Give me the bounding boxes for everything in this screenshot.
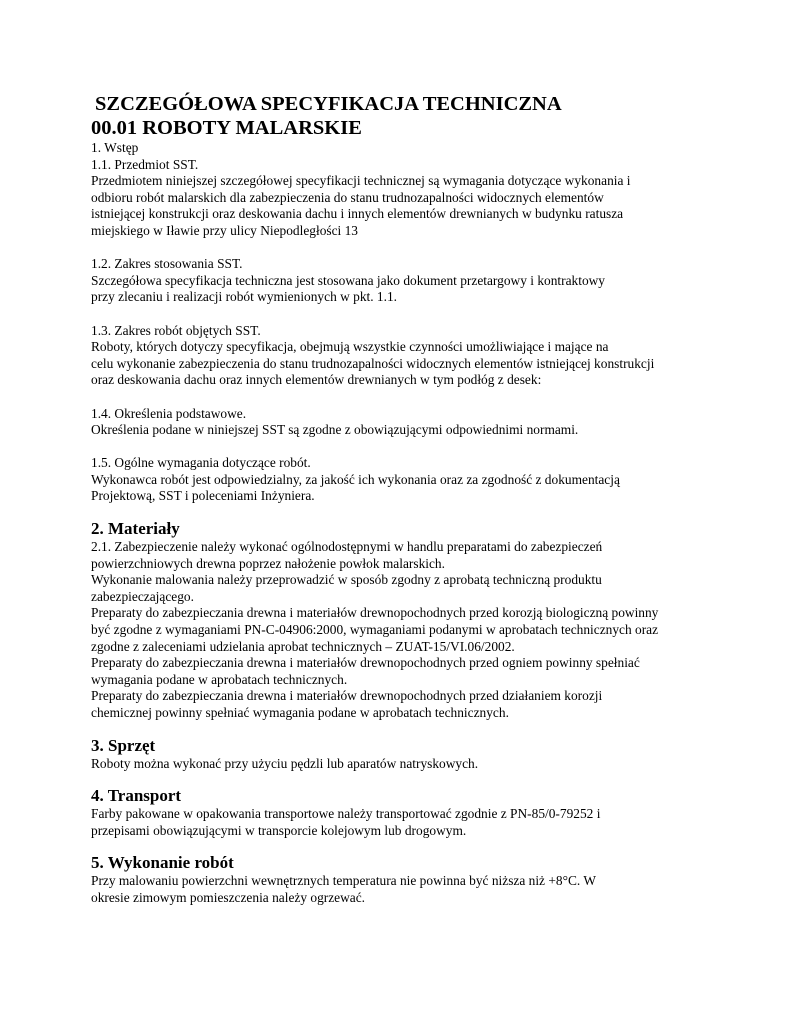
- text-line: przy zlecaniu i realizacji robót wymienionych w pkt. 1.1.: [91, 289, 398, 305]
- text-line: istniejącej konstrukcji oraz deskowania dachu i innych elementów drewnianych w budynku ratusza: [91, 206, 624, 222]
- text-line: przepisami obowiązującymi w transporcie kolejowym lub drogowym.: [91, 822, 467, 838]
- subsection-1-3-body: [91, 339, 711, 389]
- text-line: Projektową, SST i poleceniami Inżyniera.: [91, 488, 315, 504]
- text-line: Roboty, których dotyczy specyfikacja, obejmują wszystkie czynności umożliwiające i mające na: [91, 339, 609, 355]
- section-4-heading: 4. Transport: [91, 786, 182, 806]
- subsection-1-5-body: [91, 472, 711, 505]
- text-line: Wykonanie malowania należy przeprowadzić w sposób zgodny z aprobatą techniczną produktu: [91, 572, 602, 588]
- text-line: Preparaty do zabezpieczania drewna i materiałów drewnopochodnych przed korozją biologiczną powinny: [91, 605, 659, 621]
- subsection-1-4-heading: 1.4. Określenia podstawowe.: [91, 405, 247, 421]
- section-3-body: [91, 756, 711, 773]
- subsection-1-1-body: [91, 173, 711, 239]
- text-line: odbioru robót malarskich dla zabezpieczenia do stanu trudnozapalności widocznych elementów: [91, 189, 604, 205]
- section-2-body: [91, 539, 711, 722]
- text-line: Wykonawca robót jest odpowiedzialny, za jakość ich wykonania oraz za zgodność z dokumentacją: [91, 471, 620, 487]
- document-subtitle: 00.01 ROBOTY MALARSKIE: [91, 117, 362, 139]
- text-line: powierzchniowych drewna poprzez nałożenie powłok malarskich.: [91, 555, 445, 571]
- text-line: Szczegółowa specyfikacja techniczna jest stosowana jako dokument przetargowy i kontraktowy: [91, 272, 606, 288]
- text-line: wymagania podane w aprobatach technicznych.: [91, 671, 348, 687]
- text-line: okresie zimowym pomieszczenia należy ogrzewać.: [91, 889, 366, 905]
- text-line: celu wykonanie zabezpieczenia do stanu trudnozapalności widocznych elementów istniejącej konstrukcji: [91, 355, 655, 371]
- text-line: zgodne z zaleceniami udzielania aprobat technicznych – ZUAT-15/VI.06/2002.: [91, 638, 515, 654]
- document-page: [91, 92, 711, 907]
- subsection-1-5-heading: 1.5. Ogólne wymagania dotyczące robót.: [91, 455, 311, 471]
- text-line: oraz deskowania dachu oraz innych elementów drewnianych w tym podłóg z desek:: [91, 372, 542, 388]
- text-line: Preparaty do zabezpieczania drewna i materiałów drewnopochodnych przed ogniem powinny spełniać: [91, 655, 640, 671]
- subsection-1-4-body: [91, 422, 711, 439]
- section-3-heading: 3. Sprzęt: [91, 735, 156, 755]
- document-title: SZCZEGÓŁOWA SPECYFIKACJA TECHNICZNA: [95, 93, 562, 115]
- text-line: być zgodne z wymaganiami PN-C-04906:2000, wymaganiami podanymi w aprobatach technicznych oraz: [91, 622, 659, 638]
- subsection-1-3-heading: 1.3. Zakres robót objętych SST.: [91, 322, 261, 338]
- subsection-1-2-body: [91, 273, 711, 306]
- text-line: Farby pakowane w opakowania transportowe należy transportować zgodnie z PN-85/0-79252 i: [91, 806, 601, 822]
- text-line: Preparaty do zabezpieczania drewna i materiałów drewnopochodnych przed działaniem korozji: [91, 688, 603, 704]
- text-line: Roboty można wykonać przy użyciu pędzli lub aparatów natryskowych.: [91, 755, 479, 771]
- section-5-heading: 5. Wykonanie robót: [91, 853, 234, 873]
- section-5-body: [91, 873, 711, 906]
- section-4-body: [91, 806, 711, 839]
- section-1-heading: 1. Wstęp: [91, 140, 139, 155]
- text-line: chemicznej powinny spełniać wymagania podane w aprobatach technicznych.: [91, 705, 509, 720]
- subsection-1-2-heading: 1.2. Zakres stosowania SST.: [91, 256, 243, 272]
- section-2-heading: 2. Materiały: [91, 519, 180, 539]
- text-line: miejskiego w Iławie przy ulicy Niepodległości 13: [91, 222, 359, 238]
- text-line: zabezpieczającego.: [91, 588, 194, 604]
- subsection-1-1-heading: 1.1. Przedmiot SST.: [91, 156, 199, 172]
- text-line: 2.1. Zabezpieczenie należy wykonać ogólnodostępnymi w handlu preparatami do zabezpieczeń: [91, 539, 603, 555]
- text-line: Przy malowaniu powierzchni wewnętrznych temperatura nie powinna być niższa niż +8°C. W: [91, 873, 596, 889]
- text-line: Określenia podane w niniejszej SST są zgodne z obowiązującymi odpowiednimi normami.: [91, 422, 579, 438]
- text-line: Przedmiotem niniejszej szczegółowej specyfikacji technicznej są wymagania dotyczące wykonania i: [91, 173, 631, 189]
